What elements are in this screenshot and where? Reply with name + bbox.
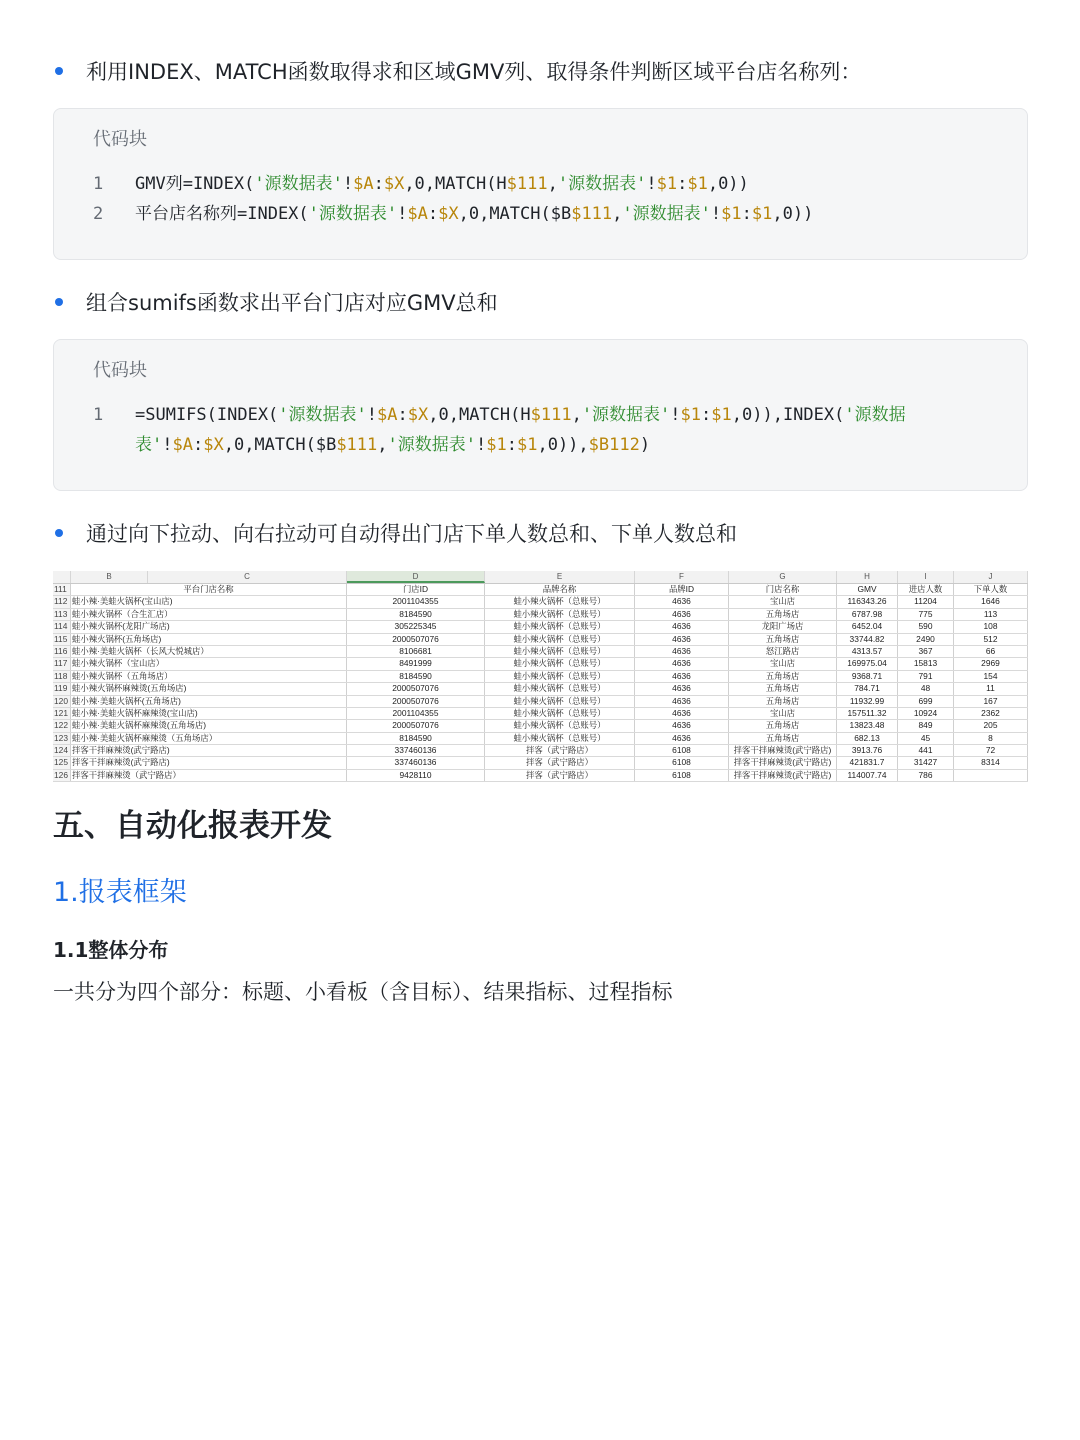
table-cell: 4636 [635,696,729,707]
bullet-text: 利用INDEX、MATCH函数取得求和区域GMV列、取得条件判断区域平台店名称列： [86,60,862,84]
table-cell: 蛙小辣火锅杯（五角场店） [71,671,347,682]
line-number: 1 [93,405,104,425]
table-cell: 蛙小辣火锅杯（总账号） [485,646,635,657]
table-cell: 4313.57 [837,646,898,657]
table-cell: 拌客干拌麻辣烫(武宁路店) [729,770,837,781]
table-cell: 门店ID [347,584,485,595]
row-number: 119 [53,683,71,694]
table-cell: 337460136 [347,757,485,768]
table-cell: 门店名称 [729,584,837,595]
code-block-title: 代码块 [93,129,147,150]
table-cell: 4636 [635,646,729,657]
table-cell: 蛙小辣火锅杯（总账号） [485,658,635,669]
table-cell: 2000507076 [347,634,485,645]
table-cell: 775 [898,609,954,620]
table-cell: 怒江路店 [729,646,837,657]
table-cell: 48 [898,683,954,694]
table-cell: 786 [898,770,954,781]
table-cell: 蛙小辣火锅杯（总账号） [485,609,635,620]
table-cell: 2000507076 [347,696,485,707]
column-letter: J [954,571,1028,583]
paragraph: 一共分为四个部分：标题、小看板（含目标）、结果指标、过程指标 [53,980,673,1004]
table-row [53,696,1028,708]
code-line: 1 =SUMIFS(INDEX('源数据表'!$A:$X,0,MATCH(H$111,'源数据表'!$1:$1,0)),INDEX('源数据 [93,405,906,425]
table-cell: 蛙小辣火锅杯（总账号） [485,596,635,607]
table-cell: 拌客干拌麻辣烫(武宁路店) [729,745,837,756]
table-cell: 蛙小辣火锅杯（总账号） [485,634,635,645]
table-cell: 蛙小辣火锅杯（总账号） [485,683,635,694]
code-block [53,339,1028,491]
table-cell: GMV [837,584,898,595]
table-cell: 9368.71 [837,671,898,682]
subsubsection-heading: 1.1整体分布 [53,938,169,962]
table-row [53,770,1028,782]
table-cell: 进店人数 [898,584,954,595]
bullet-dot [55,298,63,306]
table-row [53,658,1028,670]
column-letter [53,571,71,583]
table-cell: 116343.26 [837,596,898,607]
table-cell: 154 [954,671,1028,682]
table-cell: 蛙小辣火锅杯（合生汇店） [71,609,347,620]
table-cell: 五角场店 [729,683,837,694]
table-cell: 五角场店 [729,696,837,707]
row-number: 121 [53,708,71,719]
table-row [53,745,1028,757]
table-cell: 蛙小辣火锅杯（总账号） [485,696,635,707]
row-number: 122 [53,720,71,731]
table-cell: 4636 [635,596,729,607]
table-cell: 蛙小辣·美蛙火锅杯(宝山店) [71,596,347,607]
table-cell: 蛙小辣火锅杯（宝山店） [71,658,347,669]
table-cell: 337460136 [347,745,485,756]
table-cell: 305225345 [347,621,485,632]
section-heading: 五、自动化报表开发 [53,808,332,844]
table-row [53,720,1028,732]
table-cell: 157511.32 [837,708,898,719]
table-cell: 蛙小辣·美蛙火锅杯麻辣烫(五角场店) [71,720,347,731]
table-cell: 167 [954,696,1028,707]
table-cell: 2001104355 [347,596,485,607]
table-cell: 2969 [954,658,1028,669]
code-line: 2 平台店名称列=INDEX('源数据表'!$A:$X,0,MATCH($B$111,'源数据表'!$1:$1,0)) [93,204,814,224]
table-row [53,683,1028,695]
table-cell: 拌客干拌麻辣烫(武宁路店) [71,745,347,756]
table-cell: 4636 [635,671,729,682]
table-cell: 平台门店名称 [71,584,347,595]
table-cell: 五角场店 [729,671,837,682]
table-cell: 五角场店 [729,609,837,620]
bullet-item [55,518,737,548]
table-cell: 蛙小辣火锅杯（总账号） [485,671,635,682]
table-cell: 512 [954,634,1028,645]
table-cell: 784.71 [837,683,898,694]
table-cell: 品牌名称 [485,584,635,595]
table-cell: 4636 [635,621,729,632]
table-cell: 6108 [635,770,729,781]
table-cell: 8184590 [347,733,485,744]
row-number: 120 [53,696,71,707]
column-letter: B [71,571,148,583]
table-cell: 66 [954,646,1028,657]
table-cell: 367 [898,646,954,657]
table-cell [954,770,1028,781]
code-block-title: 代码块 [93,360,147,381]
row-number: 125 [53,757,71,768]
table-cell: 五角场店 [729,634,837,645]
code-block [53,108,1028,260]
table-cell: 拌客（武宁路店） [485,770,635,781]
table-cell: 2362 [954,708,1028,719]
table-row [53,733,1028,745]
table-cell: 蛙小辣·美蛙火锅杯（长风大悦城店） [71,646,347,657]
table-cell: 699 [898,696,954,707]
table-cell: 蛙小辣·美蛙火锅杯麻辣烫(宝山店) [71,708,347,719]
table-cell: 蛙小辣·美蛙火锅杯麻辣烫（五角场店） [71,733,347,744]
column-letter: G [729,571,837,583]
table-cell: 8106681 [347,646,485,657]
table-row [53,621,1028,633]
table-cell: 蛙小辣·美蛙火锅杯(五角场店) [71,696,347,707]
table-cell: 4636 [635,708,729,719]
bullet-text: 通过向下拉动、向右拉动可自动得出门店下单人数总和、下单人数总和 [86,522,737,546]
table-cell: 拌客干拌麻辣烫（武宁路店） [71,770,347,781]
table-cell: 宝山店 [729,708,837,719]
table-cell: 4636 [635,683,729,694]
table-cell: 蛙小辣火锅杯（总账号） [485,720,635,731]
row-number: 112 [53,596,71,607]
table-cell: 6108 [635,745,729,756]
table-cell: 蛙小辣火锅杯（总账号） [485,708,635,719]
table-cell: 108 [954,621,1028,632]
row-number: 113 [53,609,71,620]
table-row [53,757,1028,769]
table-cell: 8 [954,733,1028,744]
column-letter: I [898,571,954,583]
row-number: 123 [53,733,71,744]
table-cell: 11 [954,683,1028,694]
table-cell: 8491999 [347,658,485,669]
table-cell: 6452.04 [837,621,898,632]
table-cell: 441 [898,745,954,756]
table-cell: 蛙小辣火锅杯（总账号） [485,621,635,632]
bullet-item [55,56,861,86]
row-number: 124 [53,745,71,756]
table-cell: 13823.48 [837,720,898,731]
spreadsheet-body [53,584,1028,782]
table-cell: 8314 [954,757,1028,768]
table-cell: 421831.7 [837,757,898,768]
bullet-text: 组合sumifs函数求出平台门店对应GMV总和 [86,291,498,315]
table-cell: 4636 [635,733,729,744]
table-cell: 五角场店 [729,720,837,731]
row-number: 114 [53,621,71,632]
table-cell: 拌客干拌麻辣烫(武宁路店) [71,757,347,768]
table-cell: 宝山店 [729,658,837,669]
bullet-dot [55,529,63,537]
table-cell: 10924 [898,708,954,719]
table-cell: 品牌ID [635,584,729,595]
table-cell: 72 [954,745,1028,756]
table-cell: 蛙小辣火锅杯（总账号） [485,733,635,744]
table-cell: 龙阳广场店 [729,621,837,632]
table-row [53,596,1028,608]
table-cell: 2490 [898,634,954,645]
table-cell: 4636 [635,658,729,669]
table-cell: 2001104355 [347,708,485,719]
code-line: 1 GMV列=INDEX('源数据表'!$A:$X,0,MATCH(H$111,'源数据表'!$1:$1,0)) [93,174,749,194]
column-letter: E [485,571,635,583]
subsection-heading: 1.报表框架 [53,877,187,908]
table-cell: 蛙小辣火锅杯(五角场店) [71,634,347,645]
table-cell: 791 [898,671,954,682]
table-row [53,634,1028,646]
row-number: 118 [53,671,71,682]
table-cell: 4636 [635,609,729,620]
column-letter: H [837,571,898,583]
table-cell: 4636 [635,634,729,645]
table-cell: 蛙小辣火锅杯(龙阳广场店) [71,621,347,632]
table-row [53,584,1028,596]
table-row [53,646,1028,658]
table-cell: 8184590 [347,609,485,620]
table-cell: 169975.04 [837,658,898,669]
table-cell: 9428110 [347,770,485,781]
table-cell: 6787.98 [837,609,898,620]
column-header-row [53,571,1028,584]
table-cell: 849 [898,720,954,731]
table-cell: 3913.76 [837,745,898,756]
table-cell: 拌客干拌麻辣烫(武宁路店) [729,757,837,768]
table-cell: 宝山店 [729,596,837,607]
row-number: 116 [53,646,71,657]
table-cell: 2000507076 [347,720,485,731]
bullet-dot [55,67,63,75]
table-row [53,609,1028,621]
table-cell: 114007.74 [837,770,898,781]
table-cell: 45 [898,733,954,744]
row-number: 126 [53,770,71,781]
table-cell: 113 [954,609,1028,620]
line-number: 1 [93,174,104,194]
table-cell: 下单人数 [954,584,1028,595]
table-cell: 4636 [635,720,729,731]
table-cell: 33744.82 [837,634,898,645]
table-cell: 6108 [635,757,729,768]
row-number: 115 [53,634,71,645]
column-letter: D [347,571,485,583]
code-line-continuation: 表'!$A:$X,0,MATCH($B$111,'源数据表'!$1:$1,0)),$B112) [135,435,651,455]
table-cell: 8184590 [347,671,485,682]
column-letter: C [148,571,347,583]
bullet-item [55,287,498,317]
table-cell: 1646 [954,596,1028,607]
column-letter: F [635,571,729,583]
table-cell: 682.13 [837,733,898,744]
table-cell: 11932.99 [837,696,898,707]
table-cell: 15813 [898,658,954,669]
table-cell: 31427 [898,757,954,768]
row-number: 117 [53,658,71,669]
table-row [53,708,1028,720]
table-cell: 蛙小辣火锅杯麻辣烫(五角场店) [71,683,347,694]
table-cell: 五角场店 [729,733,837,744]
table-cell: 590 [898,621,954,632]
table-cell: 205 [954,720,1028,731]
line-number: 2 [93,204,104,224]
table-cell: 2000507076 [347,683,485,694]
table-cell: 拌客（武宁路店） [485,745,635,756]
table-cell: 11204 [898,596,954,607]
table-cell: 拌客（武宁路店） [485,757,635,768]
table-row [53,671,1028,683]
spreadsheet-image [53,571,1028,780]
row-number: 111 [53,584,71,595]
